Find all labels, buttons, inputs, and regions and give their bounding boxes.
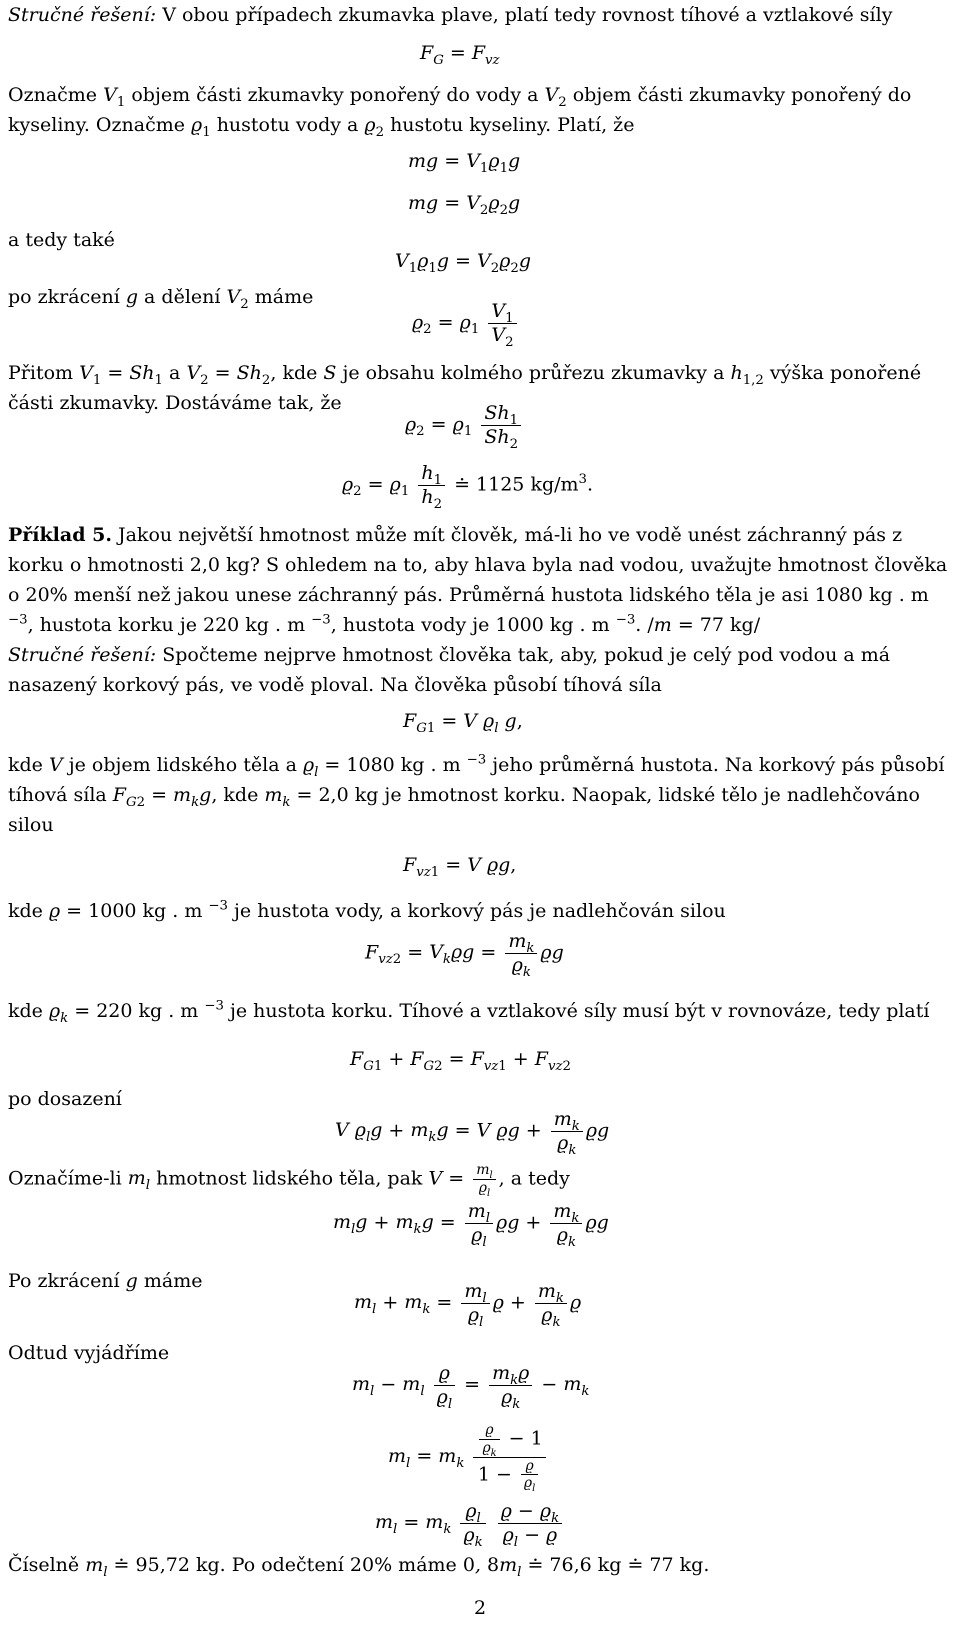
equation-v1rho1-v2rho2: $V_1ϱ_1g = V_2ϱ_2g$ — [395, 250, 532, 276]
reseni2-text: Spočteme nejprve hmotnost člověka tak, aby, pokud je celý pod vodou a má nasazený korkový pás, ve vodě ploval. Na člověka působí tíhová síla — [8, 644, 891, 696]
page-number: 2 — [473, 1597, 487, 1619]
text-a-tedy-take: a tedy také — [8, 229, 115, 251]
equation-mg-v1: mg = $V_1ϱ_1g$ — [408, 150, 521, 176]
text-po-dosazeni: po dosazení — [8, 1088, 122, 1110]
intro-line — [8, 0, 952, 30]
paragraph-priklad-5: Příklad 5. Jakou největší hmotnost může mít člověk, má-li ho ve vodě unést záchranný pás z korku o hmotnosti 2,0 kg? S ohledem na to, aby hlava byla nad vodou, uvažujte hmotnost člověka o 20% menší než jakou unese záchranný pás. Průměrná hustota lidského těla je asi 1080 kg . m $^{-3}$, hustota korku je 220 kg . m $^{-3}$, hustota vody je 1000 kg . m $^{-3}$. /m = 77 kg/ — [8, 524, 948, 636]
paragraph-kde-rho: kde ϱ = 1000 kg . m $^{-3}$ je hustota vody, a korkový pás je nadlehčován silou — [8, 898, 726, 922]
intro-label: Stručné řešení: — [8, 4, 157, 26]
paragraph-kde-v: kde V je objem lidského těla a $ϱ_l = 1080$ kg . m $^{-3}$ jeho průměrná hustota. Na korkový pás působí tíhová síla $F_{G2} = m_kg$, kde $m_k = 2,0$ kg je hmotnost korku. Naopak, lidské tělo je nadlehčováno silou — [8, 752, 945, 836]
equation-balance: $F_{G1} + F_{G2} = F_{vz1} + F_{vz2}$ — [350, 1048, 571, 1074]
paragraph-reseni-2 — [8, 640, 952, 700]
equation-fg1: $F_{G1} = V$ $ϱ_l$ g, — [403, 710, 523, 736]
equation-mg-v2: mg = $V_2ϱ_2g$ — [408, 192, 521, 218]
text-oznacime: Označíme-li $m_l$ hmotnost lidského těla, pak V = $\frac{m_l}{ϱ_l}$ , a tedy — [8, 1162, 570, 1199]
equation-dosazeni: V $ϱ_lg + m_kg = V$ ϱg + $\frac{m_k}{ϱ_k}$ ϱg — [335, 1108, 610, 1158]
equation-rho2-sh: $ϱ_2 = ϱ_1$ $\frac{Sh_1}{Sh_2}$ — [405, 402, 524, 449]
text-po-zkraceni-deleni: po zkrácení g a dělení $V_2$ máme — [8, 286, 314, 312]
intro-text: V obou případech zkumavka plave, platí tedy rovnost tíhové a vztlakové síly — [156, 4, 893, 26]
equation-ml-g: $m_lg + m_kg$ = $\frac{m_l}{ϱ_l}$ ϱg + $\frac{m_k}{ϱ_k}$ ϱg — [333, 1200, 609, 1250]
text-odtud: Odtud vyjádříme — [8, 1342, 170, 1364]
priklad-label: Příklad 5. — [8, 524, 112, 546]
paragraph-kde-rhok: kde $ϱ_k = 220$ kg . m $^{-3}$ je hustota korku. Tíhové a vztlakové síly musí být v rovnováze, tedy platí — [8, 998, 930, 1026]
equation-fvz2: $F_{vz2} = V_kϱg$ = $\frac{m_k}{ϱ_k}$ ϱg — [365, 930, 564, 980]
equation-ml-mk: $m_l + m_k$ = $\frac{m_l}{ϱ_l}$ ϱ + $\frac{m_k}{ϱ_k}$ ϱ — [354, 1280, 582, 1330]
text-po-zkraceni-g: Po zkrácení g máme — [8, 1270, 203, 1292]
text-ciselne: Číselně $m_l$ ≐ 95,72 kg. Po odečtení 20% máme 0, $8m_l$ ≐ 76,6 kg ≐ 77 kg. — [8, 1554, 710, 1580]
equation-ml-minus: $m_l - m_l$ $\frac{ϱ}{ϱ_l}$ = $\frac{m_kϱ}{ϱ_k}$ − $m_k$ — [352, 1362, 590, 1412]
equation-rho2-v1-v2: $ϱ_2 = ϱ_1$ $\frac{V_1}{V_2}$ — [412, 300, 520, 347]
equation-fg-fvz: $F_G = F_{vz}$ — [420, 42, 500, 68]
equation-ml-ratio: $m_l = m_k$ $\frac{ϱ}{ϱ_k}$ − 1 1 − $\frac{ϱ}{ϱ_l}$ — [388, 1422, 549, 1492]
paragraph-pritom: Přitom $V_1 = Sh_1$ a $V_2 = Sh_2$, kde S je obsahu kolmého průřezu zkumavky a $h_{1,2}$ výška ponořené části zkumavky. Dostáváme tak, že — [8, 362, 922, 414]
equation-fvz1: $F_{vz1} = V$ ϱg, — [403, 854, 517, 880]
paragraph-oznacme: Označme $V_1$ objem části zkumavky ponořený do vody a $V_2$ objem části zkumavky ponořený do kyseliny. Označme $ϱ_1$ hustotu vody a $ϱ_2$ hustotu kyseliny. Platí, že — [8, 84, 912, 140]
reseni2-label: Stručné řešení: — [8, 644, 157, 666]
equation-rho2-h-result: $ϱ_2 = ϱ_1$ $\frac{h_1}{h_2}$ ≐ 1125 $kg/m^3$. — [342, 462, 594, 512]
equation-ml-final: $m_l = m_k$ $\frac{ϱ_l}{ϱ_k}$ $\frac{ϱ - ϱ_k}{ϱ_l - ϱ}$ — [375, 1500, 565, 1547]
